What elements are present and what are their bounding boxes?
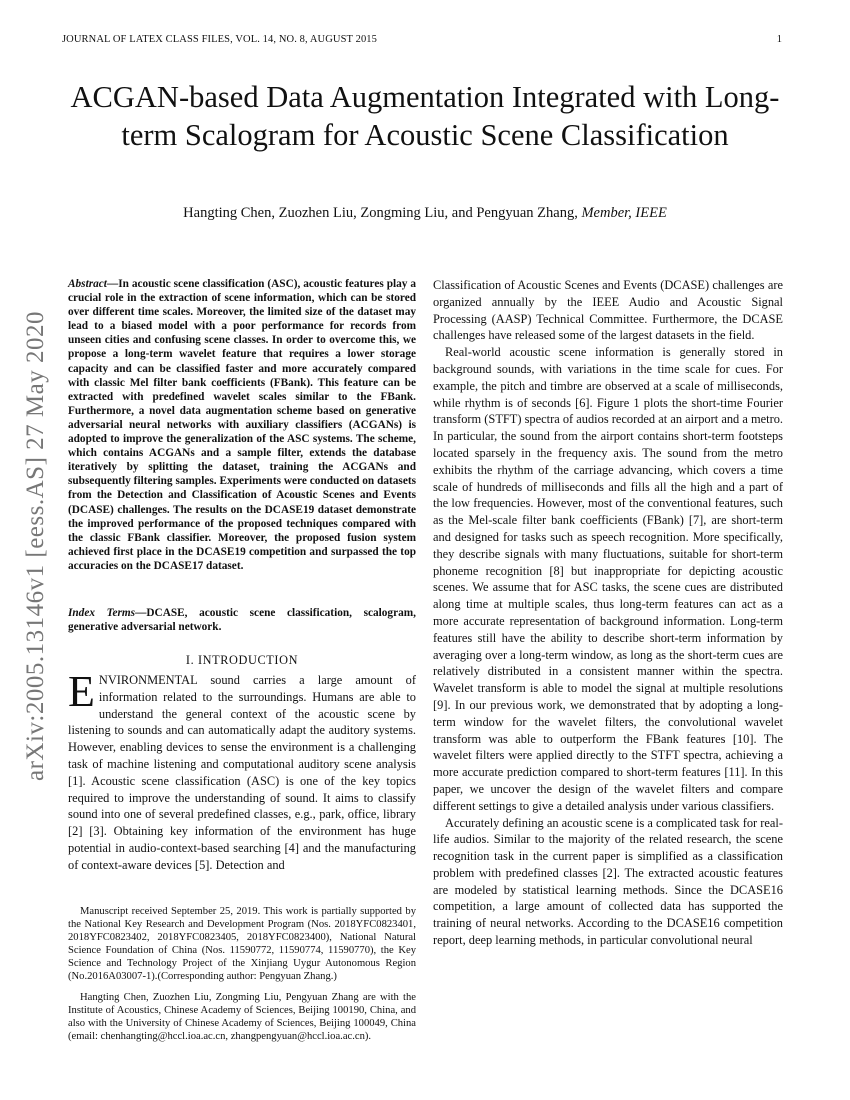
page-number: 1 — [776, 34, 782, 45]
footnote-manuscript-text: Manuscript received September 25, 2019. This work is partially supported by the National Key Research and Development Program (Nos. 2018YFC0823401, 2018YFC0823402, 2018YFC0823405, 2018YFC0823400), National Natural Science Foundation of China (Nos. 11590772, 11590774, 11590770), the Key Science and Technology Project of the Xinjiang Uygur Autonomous Region (No.2016A03007-1).(Corresponding author: Pengyuan Zhang.) — [68, 906, 416, 982]
running-head: JOURNAL OF LATEX CLASS FILES, VOL. 14, NO. 8, AUGUST 2015 — [62, 34, 377, 45]
index-terms-label: Index Terms — [68, 607, 136, 619]
index-terms-text: —DCASE, acoustic scene classification, scalogram, generative adversarial network. — [68, 607, 416, 634]
abstract — [68, 277, 416, 573]
author-membership: Member, IEEE — [581, 205, 667, 221]
paper-title: ACGAN-based Data Augmentation Integrated with Long-term Scalogram for Acoustic Scene Classification — [70, 80, 780, 152]
right-column — [433, 277, 783, 949]
author-list — [60, 205, 790, 222]
paragraph: Classification of Acoustic Scenes and Events (DCASE) challenges are organized annually by the IEEE Audio and Acoustic Signal Processing (AASP) Technical Committee. Furthermore, the DCASE challenges have released some of the largest datasets in the field. — [433, 278, 783, 343]
footnote-manuscript — [68, 906, 416, 983]
abstract-text: —In acoustic scene classification (ASC), acoustic features play a crucial role in the extraction of scene information, which can be stored over different time scales. Moreover, the limited size of the dataset may lead to a biased model with a poor performance for records from unseen cities and confusing scene classes. In order to overcome this, we propose a long-term wavelet feature that requires a lower storage capacity and can be classified faster and more accurately compared with classic Mel filter bank coefficients (FBank). This feature can be extracted with predefined wavelet scales similar to the FBank. Furthermore, a novel data augmentation scheme based on generative adversarial neural networks with auxiliary classifiers (ACGANs) is adopted to improve the generalization of the ASC systems. The scheme, which contains ACGANs and a sample filter, extends the database iteratively by splitting the dataset, training the ACGANs and subsequently filtering samples. Experiments were conducted on datasets from the Detection and Classification of Acoustic Scenes and Events (DCASE) challenges. The results on the DCASE19 dataset demonstrate the improved performance of the proposed techniques compared with the classic FBank classifier. Moreover, the proposed fusion system achieved first place in the DCASE19 competition and surpassed the top accuracies on the DCASE17 dataset. — [68, 278, 416, 572]
paragraph: Real-world acoustic scene information is generally stored in background sounds, with variations in the time scale for cues. For example, the pitch and timbre are observed at a scale of milliseconds, while rhythm is of seconds [6]. Figure 1 plots the short-time Fourier transform (STFT) spectra of audios recorded at an airport and a metro. In particular, the sound from the airport contains short-term footsteps located sparsely in the frequency axis. The sound from the metro exhibits the rhythm of the carriage advancing, which covers a time scale of hundreds of milliseconds and fills all the high and a part of the low frequencies. However, most of the conventional features, such as the Mel-scale filter bank coefficients (FBank) [7], are short-term and designed for tasks such as speech recognition. More specifically, they describe signals with many fluctuations, suitable for short-term phoneme recognition [8] but inappropriate for depicting acoustic scenes. We assume that for ASC tasks, the scene cues are distributed along time at multiple scales, thus long-term features can act as a more accurate representation of background information. Long-term features still have the ability to describe short-term information by averaging over a long-term window, as long as the short-term cues are relatively distributed in a consistent manner within the spectra. Wavelet transform is able to model the signal at multiple resolutions [9]. In our previous work, we demonstrated that by adopting a long-term window for the wavelet filters, the convolutional wavelet transform was able to outperform the FBank features [10]. The wavelet filters were applied directly to the STFT spectra, achieving a more accurate prediction compared to short-term features [11]. In this paper, we uncover the design of the wavelet filters and compare different settings to give a detailed analysis under various classifiers. — [433, 345, 783, 813]
index-terms — [68, 606, 416, 634]
intro-paragraph — [68, 667, 416, 874]
arxiv-stamp — [18, 270, 48, 830]
arxiv-stamp-text: arXiv:2005.13146v1 [eess.AS] 27 May 2020 — [22, 311, 49, 781]
abstract-label: Abstract — [68, 278, 107, 290]
section-heading: I. INTRODUCTION — [185, 653, 299, 667]
dropcap: E — [68, 667, 95, 716]
paragraph: Accurately defining an acoustic scene is a complicated task for real-life audios. Similar to the majority of the related research, the scene recognition task in the current paper is simplified as a classification problem with predefined classes [2]. The extracted acoustic features are modeled by statistical learning methods. Since the DCASE16 competition, a large amount of collected data has supported the training of neural networks. According to the DCASE16 competition report, deep learning methods, in particular convolutional neural — [433, 815, 783, 948]
footnote-affiliations — [68, 992, 416, 1044]
footnote-affiliations-text: Hangting Chen, Zuozhen Liu, Zongming Liu, Pengyuan Zhang are with the Institute of Acoustics, Chinese Academy of Sciences, Beijing 100190, China, and also with the University of Chinese Academy of Sciences, Beijing 100049, China (email: chenhangting@hccl.ioa.ac.cn, zhangpengyuan@hccl.ioa.ac.cn). — [68, 992, 416, 1042]
intro-text: NVIRONMENTAL sound carries a large amount of information related to the surroundings. Humans are able to understand the general context of the acoustic scene by listening to sounds and can automatically adapt the auditory systems. However, enabling devices to sense the environment is a challenging task of machine listening and computational auditory scene analysis [1]. Acoustic scene classification (ASC) is one of the key topics required to improve the understanding of sound. It aims to classify sound into one of several predefined classes, e.g., park, office, library [2] [3]. Obtaining key information of the environment has huge potential in audio-context-based searching [4] and the manufacturing of context-aware devices [5]. Detection and — [68, 673, 416, 872]
author-names: Hangting Chen, Zuozhen Liu, Zongming Liu, and Pengyuan Zhang, — [183, 205, 578, 221]
